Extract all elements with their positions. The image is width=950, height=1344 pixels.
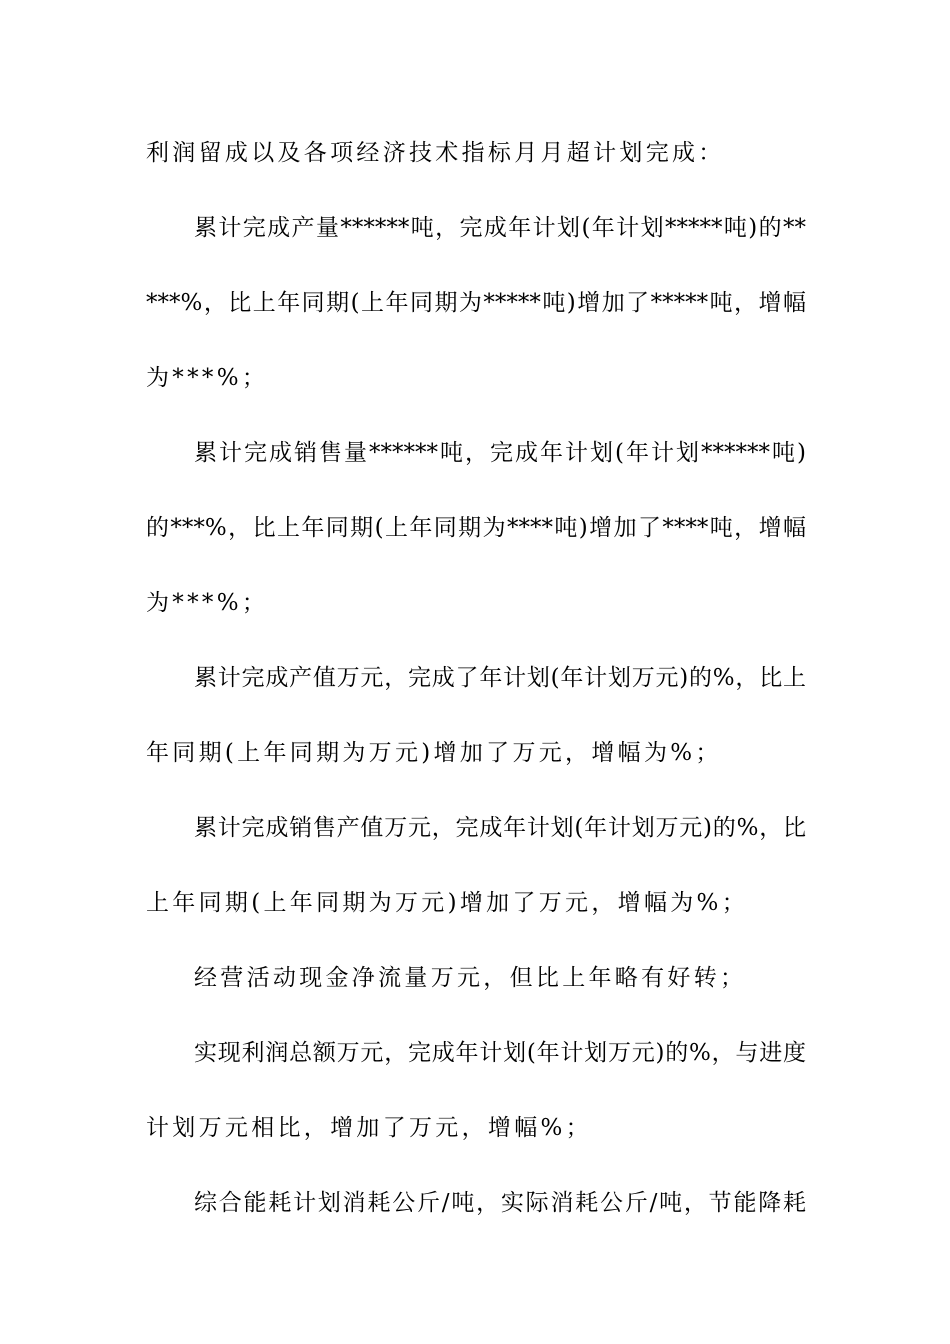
paragraph-first-line: 累计完成销售量******吨，完成年计划(年计划******吨) — [194, 440, 806, 466]
text-line: 的***%，比上年同期(上年同期为****吨)增加了****吨，增幅 — [146, 515, 806, 541]
paragraph-first-line: 综合能耗计划消耗公斤/吨，实际消耗公斤/吨，节能降耗 — [194, 1190, 806, 1216]
text-line: 为***%； — [146, 365, 269, 391]
paragraph-first-line: 实现利润总额万元，完成年计划(年计划万元)的%，与进度 — [194, 1040, 806, 1066]
text-line: 计划万元相比，增加了万元，增幅%； — [146, 1115, 592, 1141]
text-line: 为***%； — [146, 590, 269, 616]
text-line: 年同期(上年同期为万元)增加了万元，增幅为%； — [146, 740, 722, 766]
text-line: 利润留成以及各项经济技术指标月月超计划完成： — [146, 140, 725, 166]
text-line: ***%，比上年同期(上年同期为*****吨)增加了*****吨，增幅 — [146, 290, 806, 316]
text-line: 上年同期(上年同期为万元)增加了万元，增幅为%； — [146, 890, 749, 916]
paragraph-first-line: 经营活动现金净流量万元，但比上年略有好转； — [194, 965, 747, 991]
paragraph-first-line: 累计完成产量******吨，完成年计划(年计划*****吨)的** — [194, 215, 806, 241]
paragraph-first-line: 累计完成产值万元，完成了年计划(年计划万元)的%，比上 — [194, 665, 806, 691]
paragraph-first-line: 累计完成销售产值万元，完成年计划(年计划万元)的%，比 — [194, 815, 806, 841]
